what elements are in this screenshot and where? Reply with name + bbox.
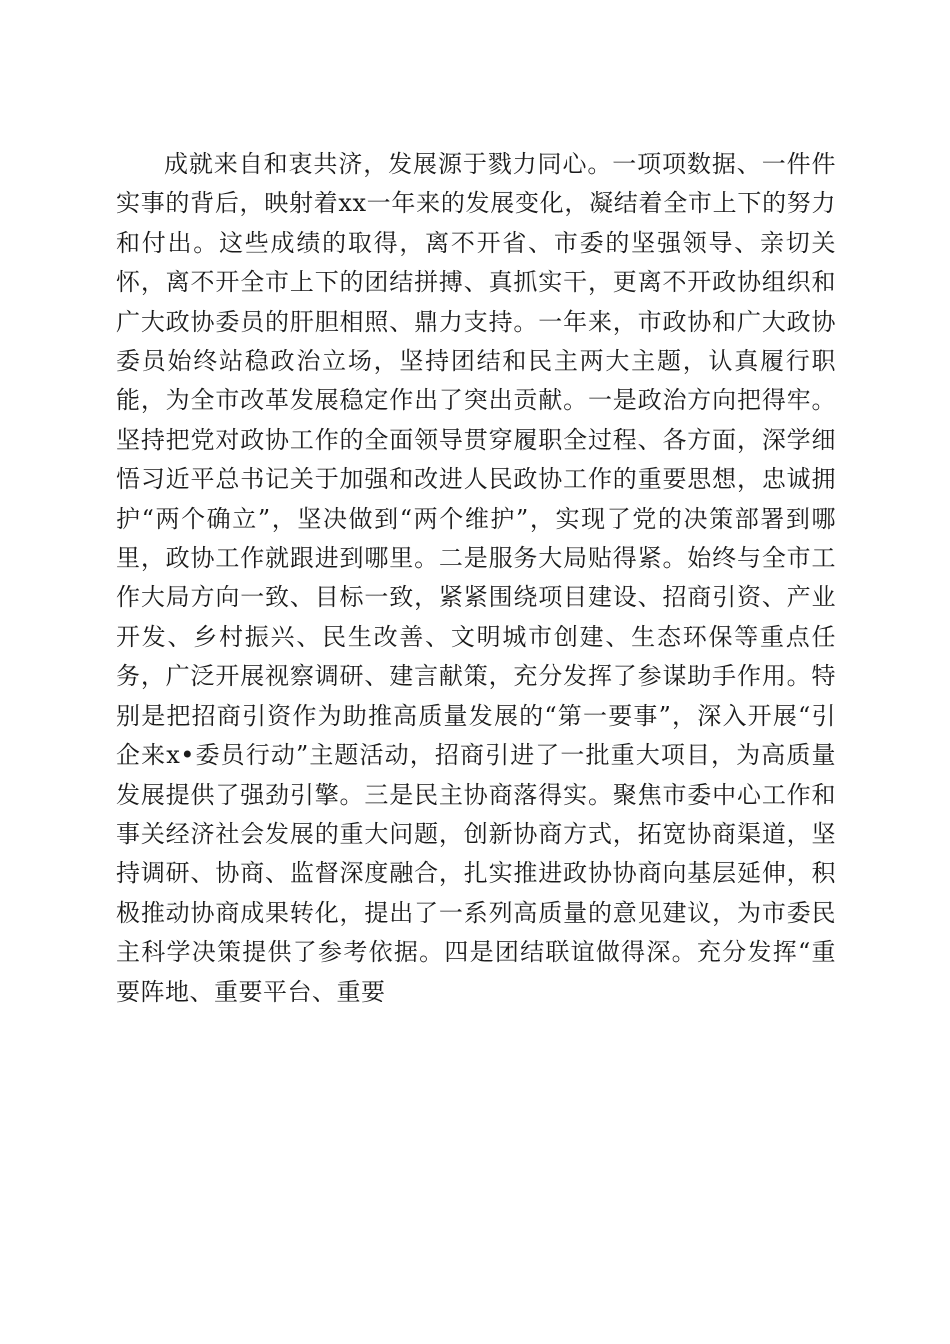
body-paragraph: 成就来自和衷共济，发展源于戮力同心。一项项数据、一件件实事的背后，映射着xx一年来的发展变化，凝结着全市上下的努力和付出。这些成绩的取得，离不开省、市委的坚强领导、亲切关怀，离不开全市上下的团结拼搏、真抓实干，更离不开政协组织和广大政协委员的肝胆相照、鼎力支持。一年来，市政协和广大政协委员始终站稳政治立场，坚持团结和民主两大主题，认真履行职能，为全市改革发展稳定作出了突出贡献。一是政治方向把得牢。坚持把党对政协工作的全面领导贯穿履职全过程、各方面，深学细悟习近平总书记关于加强和改进人民政协工作的重要思想，忠诚拥护“两个确立”，坚决做到“两个维护”，实现了党的决策部署到哪里，政协工作就跟进到哪里。二是服务大局贴得紧。始终与全市工作大局方向一致、目标一致，紧紧围绕项目建设、招商引资、产业开发、乡村振兴、民生改善、文明城市创建、生态环保等重点任务，广泛开展视察调研、建言献策，充分发挥了参谋助手作用。特别是把招商引资作为助推高质量发展的“第一要事”，深入开展“引企来x•委员行动”主题活动，招商引进了一批重大项目，为高质量发展提供了强劲引擎。三是民主协商落得实。聚焦市委中心工作和事关经济社会发展的重大问题，创新协商方式，拓宽协商渠道，坚持调研、协商、监督深度融合，扎实推进政协协商向基层延伸，积极推动协商成果转化，提出了一系列高质量的意见建议，为市委民主科学决策提供了参考依据。四是团结联谊做得深。充分发挥“重要阵地、重要平台、重要 xyxy=(116,150,836,1006)
